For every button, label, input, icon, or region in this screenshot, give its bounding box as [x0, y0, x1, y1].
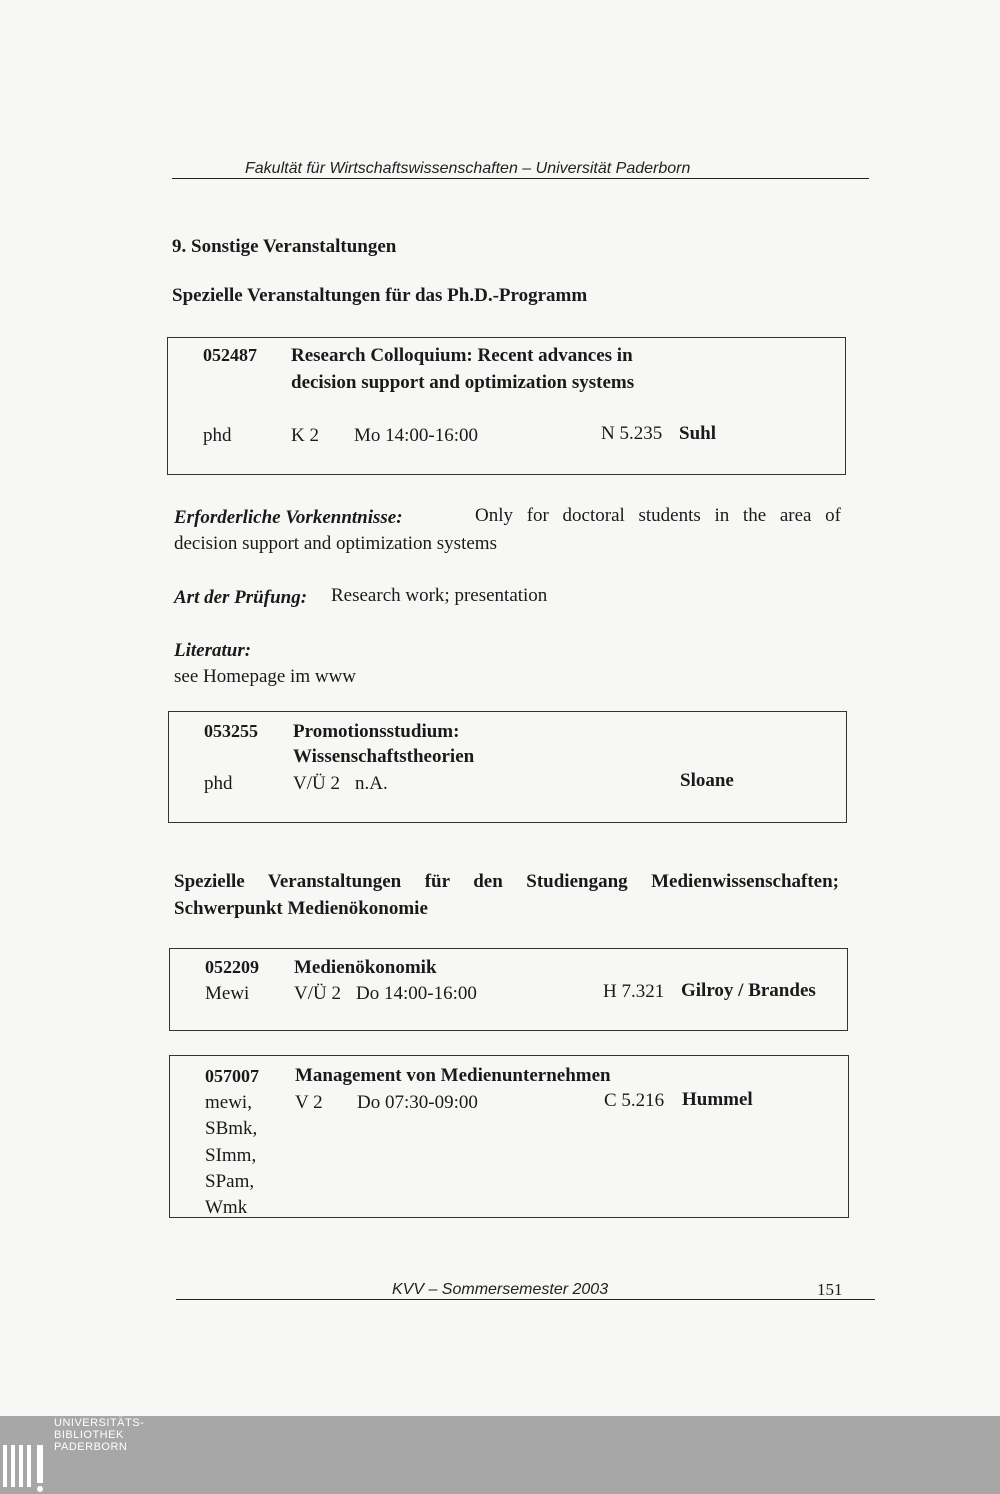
course-lecturer: Sloane — [680, 770, 734, 791]
library-logo-bar — [0, 1416, 1000, 1494]
course-room: H 7.321 — [603, 981, 665, 1002]
course-type: V 2 — [295, 1092, 323, 1113]
library-logo-stripe — [11, 1445, 15, 1487]
course-title: Medienökonomik — [294, 957, 437, 978]
prereq-text: Only for doctoral students in the area of — [475, 505, 841, 526]
course-time: Do 14:00-16:00 — [356, 983, 477, 1004]
course-code: 052487 — [203, 345, 257, 365]
library-logo-text — [54, 1417, 144, 1453]
course-type: V/Ü 2 — [293, 773, 340, 794]
course-group: phd — [203, 425, 232, 446]
course-type: V/Ü 2 — [294, 983, 341, 1004]
course-title: Promotionsstudium: — [293, 721, 460, 742]
footer-rule — [176, 1299, 875, 1300]
course-time: n.A. — [355, 773, 388, 794]
course-code: 052209 — [205, 957, 259, 977]
course-title: Management von Medienunternehmen — [295, 1065, 611, 1086]
course-room: C 5.216 — [604, 1090, 665, 1111]
page-number: 151 — [817, 1280, 843, 1299]
header-rule — [172, 178, 869, 179]
exam-text: Research work; presentation — [331, 585, 548, 606]
library-logo-line: PADERBORN — [54, 1441, 128, 1453]
library-logo-stripe — [3, 1445, 7, 1487]
literature-label: Literatur: — [174, 640, 252, 661]
course-group: SImm, — [205, 1145, 257, 1166]
course-room: N 5.235 — [601, 423, 663, 444]
course-group: Mewi — [205, 983, 250, 1004]
course-title-continued: Wissenschaftstheorien — [293, 746, 475, 767]
literature-text: see Homepage im www — [174, 666, 357, 687]
course-box-053255 — [168, 711, 847, 823]
course-lecturer: Hummel — [682, 1089, 753, 1110]
course-code: 057007 — [205, 1066, 259, 1086]
course-group: SBmk, — [205, 1118, 258, 1139]
page-header: Fakultät für Wirtschaftswissenschaften – Universität Paderborn — [245, 160, 691, 177]
library-logo-stripe — [27, 1445, 31, 1487]
library-logo-line: UNIVERSITÄTS- — [54, 1417, 145, 1429]
course-group: mewi, — [205, 1092, 252, 1113]
course-title: Research Colloquium: Recent advances in — [291, 345, 633, 366]
library-logo-dot — [37, 1486, 43, 1492]
exam-label: Art der Prüfung: — [174, 587, 308, 608]
course-type: K 2 — [291, 425, 319, 446]
course-group: Wmk — [205, 1197, 248, 1218]
library-logo-line: BIBLIOTHEK — [54, 1429, 124, 1441]
prereq-text-continued: decision support and optimization systems — [174, 533, 497, 554]
course-group: SPam, — [205, 1171, 255, 1192]
library-logo-stripe — [19, 1445, 23, 1487]
course-lecturer: Suhl — [679, 423, 716, 444]
course-title-continued: decision support and optimization systems — [291, 372, 635, 393]
library-logo-stripe — [37, 1445, 43, 1483]
prereq-label: Erforderliche Vorkenntnisse: — [174, 507, 403, 528]
course-group: phd — [204, 773, 233, 794]
section-title: 9. Sonstige Veranstaltungen — [172, 236, 397, 257]
subsection-medien-title-continued: Schwerpunkt Medienökonomie — [174, 898, 428, 919]
subsection-medien-title: Spezielle Veranstaltungen für den Studiengang Medienwissenschaften; — [174, 871, 839, 892]
page-footer: KVV – Sommersemester 2003 — [392, 1281, 609, 1298]
course-time: Mo 14:00-16:00 — [354, 425, 479, 446]
subsection-phd-title: Spezielle Veranstaltungen für das Ph.D.-Programm — [172, 285, 588, 306]
course-lecturer: Gilroy / Brandes — [681, 980, 816, 1001]
course-code: 053255 — [204, 721, 258, 741]
course-time: Do 07:30-09:00 — [357, 1092, 478, 1113]
